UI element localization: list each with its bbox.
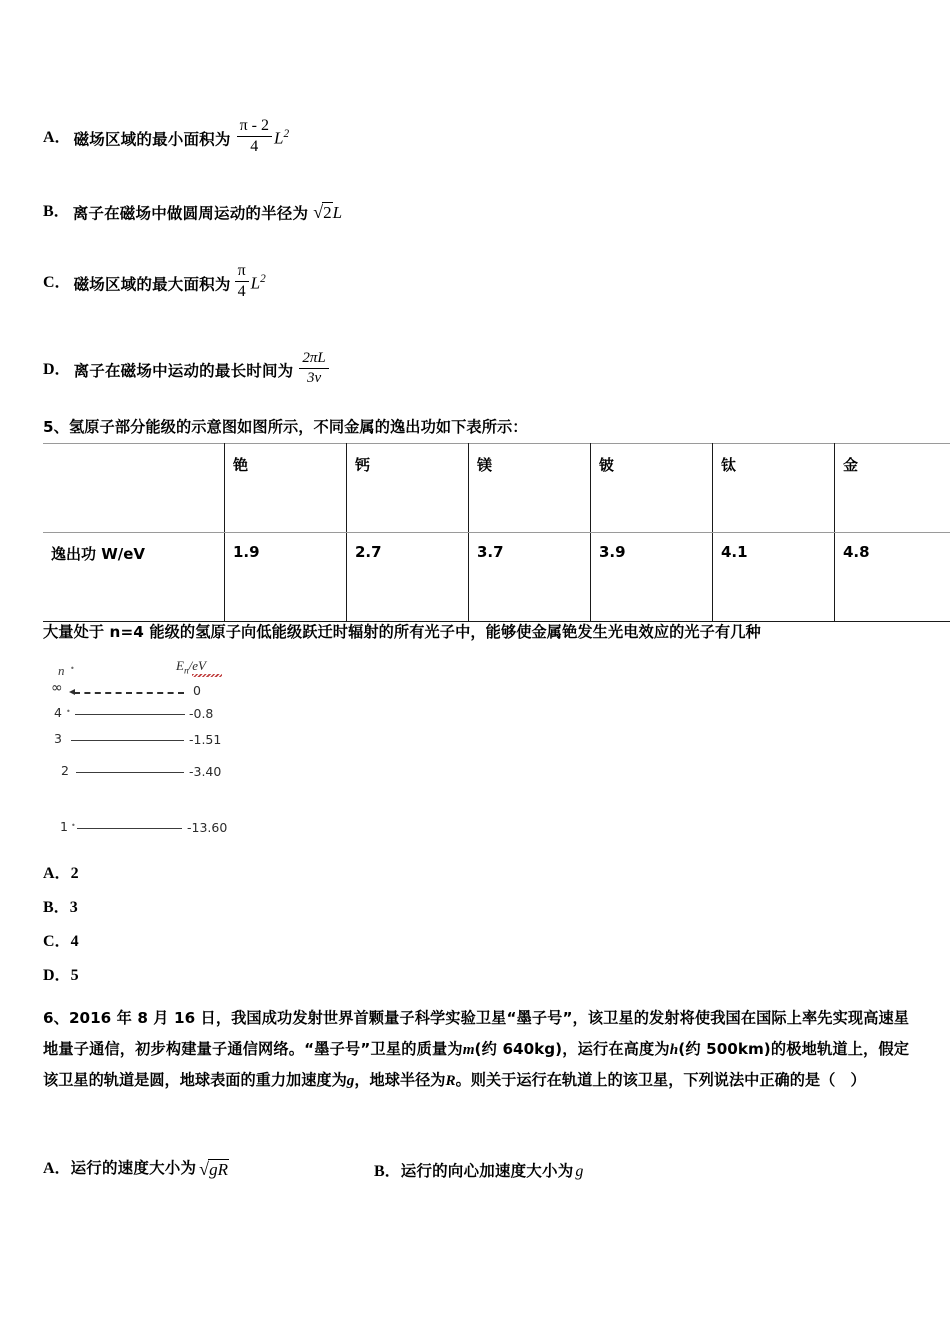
level-energy-n-3: -1.51 (189, 732, 222, 747)
option-c-tail: $L^2$ (250, 273, 266, 293)
q6-option-a-sqrt: √gR (199, 1158, 228, 1179)
q6-option-b-formula: g (575, 1163, 584, 1181)
q5-option-b-value: 3 (69, 899, 78, 916)
work-function-value-3: 3.9 (591, 533, 713, 622)
table-row-label: 逸出功 W/eV (43, 533, 225, 622)
option-a-fraction (237, 117, 272, 156)
level-line-n-infinity (74, 692, 184, 694)
table-header-metal-3: 铍 (591, 444, 713, 533)
question4-option-a (43, 117, 289, 156)
q6-option-a-text: 运行的速度大小为 (70, 1159, 197, 1177)
question6-stem-part5: 。则关于运行在轨道上的该卫星，下列说法中正确的是（ ） (455, 1071, 866, 1089)
q6-option-a-label: A． (43, 1160, 71, 1177)
energy-level-diagram (48, 655, 298, 850)
option-a-tail: $L^2$ (273, 128, 290, 148)
level-label-n-4: 4 (54, 705, 62, 720)
work-function-value-4: 4.1 (713, 533, 835, 622)
work-function-value-1: 2.7 (347, 533, 469, 622)
axis-energy-unit: /eV (188, 658, 206, 673)
question6-stem-part1: 6、2016 年 8 月 16 日，我国成功发射世界首颗量子科学实验卫星“墨子号”，该卫星的发射将使我国在国际上率先实现高速星地量子通信，初步构建量子通信网络。“墨子号”卫星的质量为 (43, 1009, 909, 1058)
q5-option-a-label: A． (43, 865, 71, 882)
option-a-text: 磁场区域的最小面积为 (73, 130, 231, 149)
option-b-label: B． (43, 203, 70, 220)
option-d-text: 离子在磁场中运动的最长时间为 (73, 361, 294, 380)
question5-stem: 5、氢原子部分能级的示意图如图所示，不同金属的逸出功如下表所示： (43, 418, 528, 436)
q5-option-d-label: D． (43, 967, 71, 984)
option-a-denominator: 4 (250, 137, 259, 155)
option-b-text: 离子在磁场中做圆周运动的半径为 (72, 204, 309, 223)
table-header-metal-0: 铯 (225, 444, 347, 533)
option-c-denominator: 4 (237, 282, 246, 300)
option-d-fraction (299, 350, 328, 387)
table-header-metal-2: 镁 (469, 444, 591, 533)
level-4-mark: • (66, 707, 71, 716)
table-header-metal-1: 钙 (347, 444, 469, 533)
q5-option-c-label: C． (43, 933, 71, 950)
table-header-row (43, 444, 950, 533)
table-corner-cell (43, 444, 225, 533)
work-function-value-5: 4.8 (835, 533, 950, 622)
question6-option-b (374, 1158, 583, 1181)
question5-option-c (43, 928, 79, 951)
option-d-numerator: 2πL (299, 350, 328, 369)
work-function-table (43, 443, 950, 622)
question6-symbol-h: h (669, 1040, 679, 1058)
question6-stem-part2: (约 640kg)，运行在高度为 (474, 1039, 670, 1058)
option-c-fraction (235, 262, 249, 301)
q6-option-a-radicand: gR (209, 1159, 228, 1179)
axis-label-n: n (58, 663, 65, 678)
question6-symbol-m: m (462, 1040, 475, 1058)
question5-prompt: 大量处于 n=4 能级的氢原子向低能级跃迁时辐射的所有光子中，能够使金属铯发生光电效应的光子有几种 (43, 623, 761, 641)
level-1-mark: • (71, 821, 76, 830)
question4-option-d (43, 350, 329, 387)
q5-option-b-label: B． (43, 899, 70, 916)
level-label-n-2: 2 (61, 763, 69, 778)
level-line-n-4 (75, 714, 185, 715)
work-function-value-2: 3.7 (469, 533, 591, 622)
spellcheck-underline (192, 674, 222, 677)
question4-option-b (43, 198, 342, 223)
question6-stem (43, 1003, 909, 1097)
table-header-metal-4: 钛 (713, 444, 835, 533)
level-label-n-1: 1 (60, 819, 68, 834)
q6-option-b-label: B． (374, 1163, 401, 1180)
level-line-n-2 (76, 772, 184, 773)
option-c-numerator: π (235, 262, 249, 282)
question6-stem-part3: (约 500km)的极地轨道上，假定该卫星的轨道是圆，地球表面的重力加速度为 (43, 1039, 909, 1089)
question6-symbol-R: R (445, 1072, 456, 1089)
question6-option-a (43, 1155, 229, 1180)
work-function-value-0: 1.9 (225, 533, 347, 622)
question5-option-d (43, 962, 79, 985)
level-line-n-1 (77, 828, 182, 829)
option-c-text: 磁场区域的最大面积为 (73, 275, 231, 294)
level-energy-n-1: -13.60 (187, 820, 228, 835)
option-d-denominator: 3v (306, 369, 322, 386)
option-c-label: C． (43, 274, 71, 292)
axis-energy-subscript: n (183, 666, 189, 677)
option-b-sqrt: √2L (313, 201, 343, 222)
axis-n-mark: • (70, 664, 75, 673)
q5-option-c-value: 4 (70, 933, 79, 950)
level-label-n-infinity: ∞ (51, 680, 63, 696)
q5-option-a-value: 2 (70, 865, 79, 882)
level-energy-n-2: -3.40 (189, 764, 222, 779)
question5-option-a (43, 860, 79, 883)
level-energy-n-infinity: 0 (193, 683, 201, 698)
question5-option-b (43, 894, 78, 917)
question4-option-c (43, 262, 266, 301)
table-header-metal-5: 金 (835, 444, 950, 533)
question6-symbol-g: g (346, 1072, 355, 1089)
table-row (43, 533, 950, 622)
option-a-numerator: π - 2 (237, 117, 272, 137)
option-a-label: A． (43, 129, 71, 147)
level-energy-n-4: -0.8 (189, 706, 214, 721)
option-d-label: D． (43, 360, 71, 378)
question6-stem-part4: ，地球半径为 (354, 1071, 446, 1089)
level-label-n-3: 3 (54, 731, 62, 746)
q6-option-b-text: 运行的向心加速度大小为 (400, 1162, 574, 1180)
level-line-n-3 (71, 740, 184, 741)
q5-option-d-value: 5 (70, 967, 79, 984)
axis-energy-symbol: E (176, 658, 184, 673)
